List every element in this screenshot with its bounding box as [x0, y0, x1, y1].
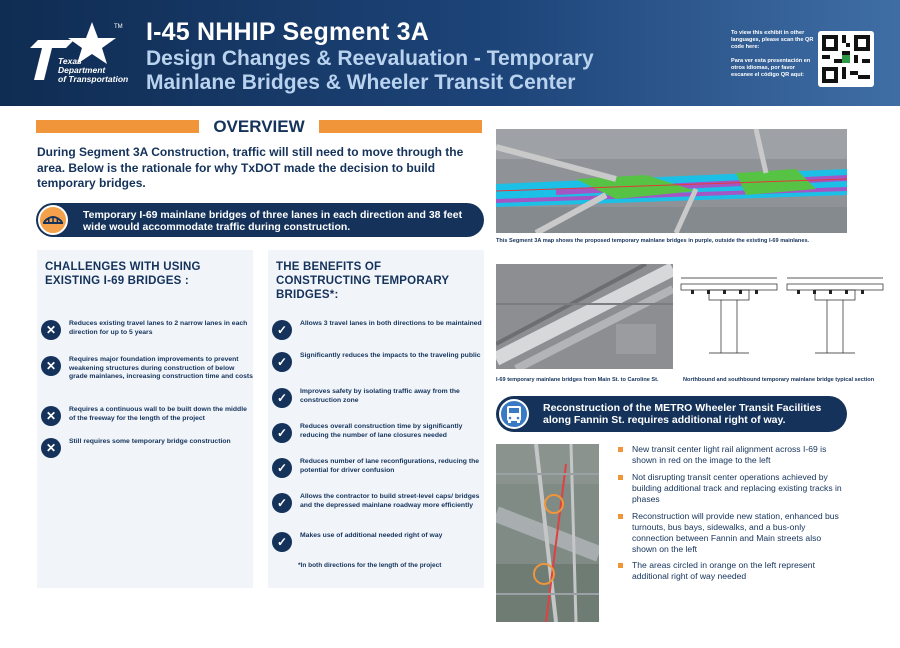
challenge-text: Reduces existing travel lanes to 2 narrow lanes in each direction for up to 5 years [69, 320, 248, 336]
benefits-heading: THE BENEFITS OF CONSTRUCTING TEMPORARY BRIDGES*: [276, 261, 450, 301]
benefit-text: Significantly reduces the impacts to the traveling public [300, 352, 481, 359]
header-banner [0, 0, 900, 106]
logo-wordmark: Texas Department of Transportation [58, 56, 129, 84]
page-subtitle: Design Changes & Reevaluation - Temporary Mainlane Bridges & Wheeler Transit Center [146, 47, 594, 94]
check-circle-icon: ✓ [272, 423, 292, 443]
transit-bullet-text: New transit center light rail alignment across I-69 is shown in red on the image to the left [632, 444, 827, 465]
photo-caption: I-69 temporary mainlane bridges from Main St. to Caroline St. [496, 377, 659, 383]
challenges-panel [37, 250, 253, 588]
page-title: I-45 NHHIP Segment 3A [146, 18, 429, 46]
transit-bullet-text: Reconstruction will provide new station, enhanced bus turnouts, bus bays, sidewalks, and a bus-only connection between Fannin and Main streets also shown on the left [632, 511, 839, 554]
benefit-text: Makes use of additional needed right of way [300, 532, 443, 539]
transit-banner-text: Reconstruction of the METRO Wheeler Transit Facilities along Fannin St. requires additional right of way. [543, 402, 822, 426]
bullet-square-icon [618, 514, 623, 519]
check-circle-icon: ✓ [272, 458, 292, 478]
check-circle-icon: ✓ [272, 532, 292, 552]
x-circle-icon: ✕ [41, 320, 61, 340]
transit-bullet-text: The areas circled in orange on the left represent additional right of way needed [632, 560, 815, 581]
benefits-footnote: *In both directions for the length of the project [298, 562, 442, 569]
map-caption: This Segment 3A map shows the proposed temporary mainlane bridges in purple, outside the existing I-69 mainlanes. [496, 238, 810, 244]
wheeler-transit-map-image [496, 444, 599, 622]
check-circle-icon: ✓ [272, 493, 292, 513]
transit-bullet-text: Not disrupting transit center operations achieved by building additional track and replacing existing tracks in phases [632, 472, 842, 504]
transit-banner [496, 396, 847, 432]
bullet-square-icon [618, 563, 623, 568]
qr-instructions [731, 30, 815, 86]
benefit-text: Allows 3 travel lanes in both directions to be maintained [300, 320, 482, 327]
txdot-logo [30, 20, 130, 90]
x-circle-icon: ✕ [41, 356, 61, 376]
x-circle-icon: ✕ [41, 406, 61, 426]
overview-intro: During Segment 3A Construction, traffic will still need to move through the area. Below is the rationale for why TxDOT made the decision to build temporary bridges. [37, 145, 464, 190]
challenge-text: Requires major foundation improvements to prevent weakening structures during construction of below grade mainlanes, increasing construction time and costs [69, 356, 253, 380]
check-circle-icon: ✓ [272, 320, 292, 340]
temporary-bridges-banner-text: Temporary I-69 mainlane bridges of three lanes in each direction and 38 feet wide would accommodate traffic during construction. [83, 209, 463, 233]
benefit-text: Reduces number of lane reconfigurations, reducing the potential for driver confusion [300, 458, 480, 474]
temporary-bridges-photo [496, 264, 673, 369]
challenge-text: Still requires some temporary bridge construction [69, 438, 231, 445]
benefit-text: Improves safety by isolating traffic away from the construction zone [300, 388, 460, 404]
temporary-bridges-banner [36, 203, 484, 237]
x-circle-icon: ✕ [41, 438, 61, 458]
benefit-text: Allows the contractor to build street-level caps/ bridges and the depressed mainlane roadway more efficiently [300, 493, 480, 509]
typical-section-drawing [679, 268, 889, 369]
overview-heading: OVERVIEW [213, 117, 305, 136]
benefit-text: Reduces overall construction time by significantly reducing the number of lane closures needed [300, 423, 463, 439]
bridge-icon [38, 205, 68, 235]
segment-3a-map-image [496, 129, 847, 233]
section-caption: Northbound and southbound temporary mainlane bridge typical section [683, 377, 875, 383]
challenge-text: Requires a continuous wall to be built down the middle of the freeway for the length of the project [69, 406, 247, 422]
check-circle-icon: ✓ [272, 352, 292, 372]
overview-divider-left [36, 120, 199, 133]
bullet-square-icon [618, 447, 623, 452]
qr-text-spanish: Para ver esta presentación en otros idiomas, por favor escanee el código QR aquí: [731, 58, 811, 78]
qr-text-english: To view this exhibit in other languages, please scan the QR code here: [731, 30, 814, 50]
bullet-square-icon [618, 475, 623, 480]
logo-trademark: TM [114, 24, 123, 30]
bus-icon [499, 399, 529, 429]
check-circle-icon: ✓ [272, 388, 292, 408]
qr-code-icon[interactable] [818, 31, 874, 87]
benefits-panel [268, 250, 484, 588]
overview-divider-right [319, 120, 482, 133]
challenges-heading: CHALLENGES WITH USING EXISTING I-69 BRIDGES : [45, 261, 201, 287]
